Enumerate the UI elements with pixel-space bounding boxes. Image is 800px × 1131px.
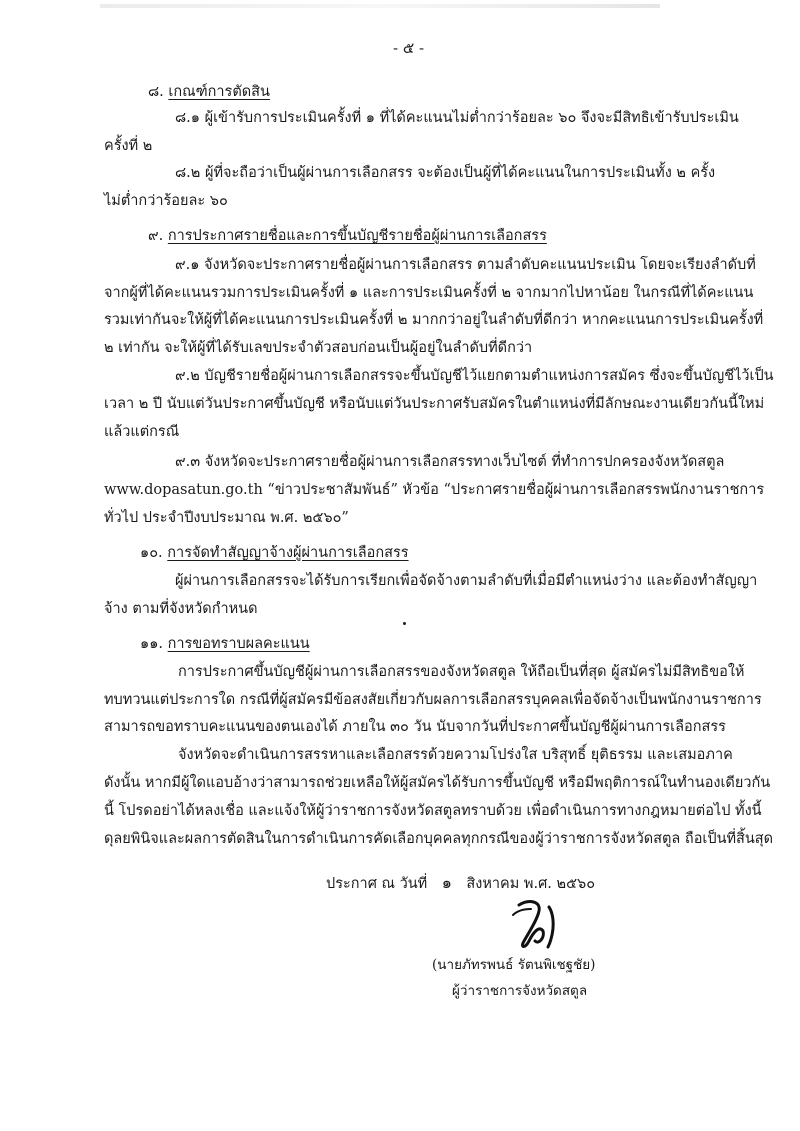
section-11-2-line-4: ดุลยพินิจและผลการตัดสินในการดำเนินการคัดเลือกบุคคลทุกกรณีของผู้ว่าราชการจังหวัดสตูล ถือเป็นที่สิ้นสุด [104,831,774,847]
announcement-day: ๑ [441,873,452,892]
announcement-date [326,873,595,894]
section-8-2-line-2: ไม่ต่ำกว่าร้อยละ ๖๐ [104,193,228,209]
section-11-1-line-3: สามารถขอทราบคะแนนของตนเองได้ ภายใน ๓๐ วัน นับจากวันที่ประกาศขึ้นบัญชีผู้ผ่านการเลือกสรร [104,719,726,735]
section-11-2-line-1: จังหวัดจะดำเนินการสรรหาและเลือกสรรด้วยความโปร่งใส บริสุทธิ์ ยุติธรรม และเสมอภาค [178,747,733,763]
section-9-1-line-4: ๒ เท่ากัน จะให้ผู้ที่ได้รับเลขประจำตัวสอบก่อนเป็นผู้อยู่ในลำดับที่ดีกว่า [104,340,533,356]
section-11-1-line-2: ทบทวนแต่ประการใด กรณีที่ผู้สมัครมีข้อสงสัยเกี่ยวกับผลการเลือกสรรบุคคลเพื่อจัดจ้างเป็นพนักงานราชการ [104,692,762,708]
section-9-1-line-1: ๙.๑ จังหวัดจะประกาศรายชื่อผู้ผ่านการเลือกสรร ตามลำดับคะแนนประเมิน โดยจะเรียงลำดับที่ [175,257,756,273]
section-9-3-line-2: www.dopasatun.go.th “ข่าวประชาสัมพันธ์” หัวข้อ “ประกาศรายชื่อผู้ผ่านการเลือกสรรพนักงานราชการ [104,482,765,498]
section-11-1-line-1: การประกาศขึ้นบัญชีผู้ผ่านการเลือกสรรของจังหวัดสตูล ให้ถือเป็นที่สุด ผู้สมัครไม่มีสิทธิขอให้ [178,664,745,680]
section-9-title: การประกาศรายชื่อและการขึ้นบัญชีรายชื่อผู้ผ่านการเลือกสรร [167,228,547,244]
section-8-1-line-2: ครั้งที่ ๒ [104,138,153,154]
section-9-number: ๙. [148,228,164,244]
handwritten-signature [505,895,575,955]
page-number: - ๕ - [393,39,425,57]
section-8-number: ๘. [148,84,164,100]
section-10-number: ๑๐. [140,545,163,561]
section-10-title: การจัดทำสัญญาจ้างผู้ผ่านการเลือกสรร [167,545,409,561]
section-9-2-line-2: เวลา ๒ ปี นับแต่วันประกาศขึ้นบัญชี หรือนับแต่วันประกาศรับสมัครในตำแหน่งที่มีลักษณะงานเดียวกันนี้ใหม่ [104,396,765,412]
section-11-title: การขอทราบผลคะแนน [167,636,310,652]
scan-artifact [100,4,660,8]
signer-position: ผู้ว่าราชการจังหวัดสตูล [452,983,588,999]
section-8-2-line-1: ๘.๒ ผู้ที่จะถือว่าเป็นผู้ผ่านการเลือกสรร จะต้องเป็นผู้ที่ได้คะแนนในการประเมินทั้ง ๒ ครั้ง [175,165,716,181]
section-9-3-line-1: ๙.๓ จังหวัดจะประกาศรายชื่อผู้ผ่านการเลือกสรรทางเว็บไซต์ ที่ทำการปกครองจังหวัดสตูล [175,454,725,470]
section-9-heading [148,226,547,246]
section-8-title: เกณฑ์การตัดสิน [168,84,270,100]
section-9-2-line-1: ๙.๒ บัญชีรายชื่อผู้ผ่านการเลือกสรรจะขึ้นบัญชีไว้แยกตามตำแหน่งการสมัคร ซึ่งจะขึ้นบัญชีไว้เป็น [175,368,774,384]
section-8-1-line-1: ๘.๑ ผู้เข้ารับการประเมินครั้งที่ ๑ ที่ได้คะแนนไม่ต่ำกว่าร้อยละ ๖๐ จึงจะมีสิทธิเข้ารับประเมิน [175,110,739,126]
signer-name: (นายภัทรพนธ์ รัตนพิเชฐชัย) [432,957,596,973]
section-10-line-1: ผู้ผ่านการเลือกสรรจะได้รับการเรียกเพื่อจัดจ้างตามลำดับที่เมื่อมีตำแหน่งว่าง และต้องทำสัญญา [175,573,758,589]
section-11-number: ๑๑. [140,636,164,652]
section-9-1-line-2: จากผู้ที่ได้คะแนนรวมการประเมินครั้งที่ ๑ และการประเมินครั้งที่ ๒ จากมากไปหาน้อย ในกรณีที่ได้คะแนน [104,285,754,301]
stray-mark [403,622,406,625]
section-11-2-line-3: นี้ โปรดอย่าได้หลงเชื่อ และแจ้งให้ผู้ว่าราชการจังหวัดสตูลทราบด้วย เพื่อดำเนินการทางกฎหมายต่อไป ทั้งนี้ [104,803,762,819]
section-9-3-line-3: ทั่วไป ประจำปีงบประมาณ พ.ศ. ๒๕๖๐” [104,510,349,526]
section-11-heading [140,634,310,654]
announcement-month-year: สิงหาคม พ.ศ. ๒๕๖๐ [466,876,596,892]
section-10-heading [140,543,409,563]
announcement-prefix: ประกาศ ณ วันที่ [326,876,428,892]
section-8-heading [148,82,270,102]
section-11-2-line-2: ดังนั้น หากมีผู้ใดแอบอ้างว่าสามารถช่วยเหลือให้ผู้สมัครได้รับการขึ้นบัญชี หรือมีพฤติการณ์ในทำนองเดียวกัน [104,775,771,791]
section-9-1-line-3: รวมเท่ากันจะให้ผู้ที่ได้คะแนนการประเมินครั้งที่ ๒ มากกว่าอยู่ในลำดับที่ดีกว่า หากคะแนนการประเมินครั้งที่ [104,312,764,328]
section-9-2-line-3: แล้วแต่กรณี [104,424,180,440]
section-10-line-2: จ้าง ตามที่จังหวัดกำหนด [104,601,258,617]
